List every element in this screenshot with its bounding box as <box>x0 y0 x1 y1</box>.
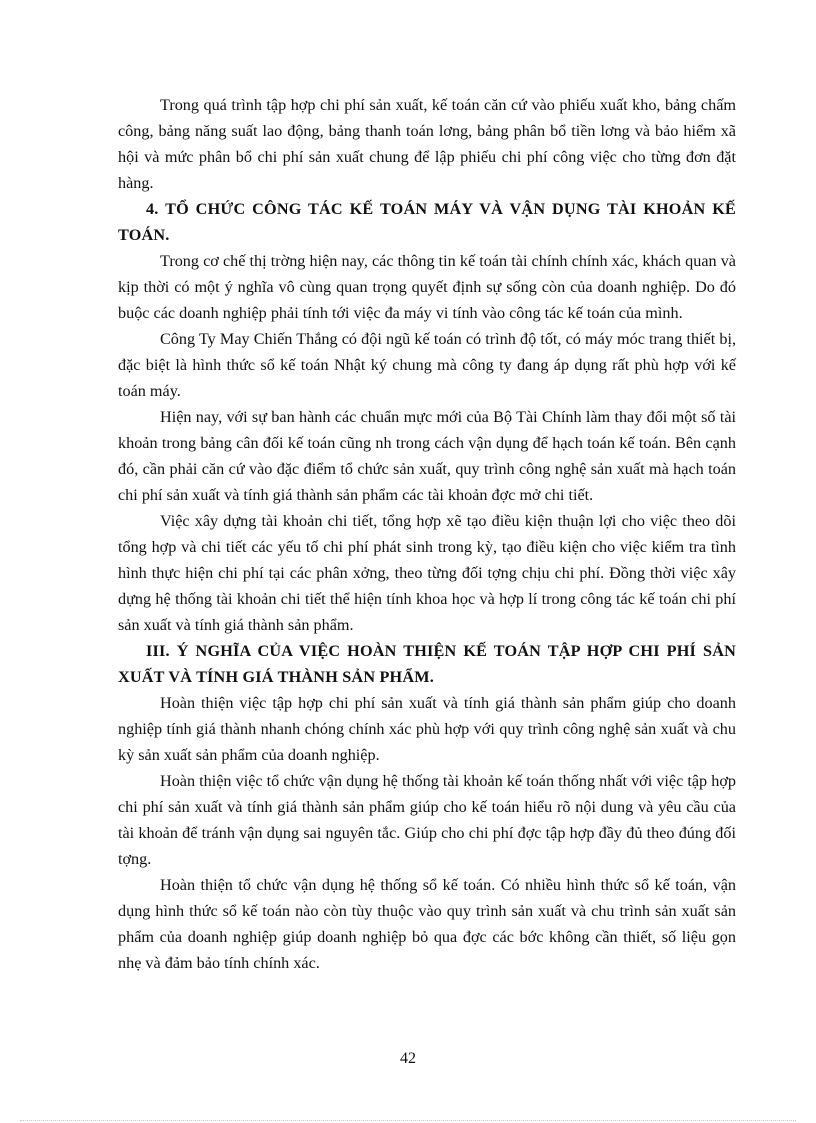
paragraph-cost-collection: Trong quá trình tập hợp chi phí sản xuất, kế toán căn cứ vào phiếu xuất kho, bảng chấm công, bảng năng suất lao động, bảng thanh toán lơng, bảng phân bổ tiền lơng và bảo hiểm xã hội và mức phân bổ chi phí sản xuất chung để lập phiếu chi phí công việc cho từng đơn đặt hàng. <box>118 96 736 192</box>
paragraph-detailed-accounts: Việc xây dựng tài khoản chi tiết, tổng hợp xẽ tạo điều kiện thuận lợi cho việc theo dõi tổng hợp và chi tiết các yếu tố chi phí phát sinh trong kỳ, tạo điều kiện cho việc kiểm tra tình hình thực hiện chi phí tại các phân xởng, theo từng đối tợng chịu chi phí. Đồng thời việc xây dựng hệ thống tài khoản chi tiết thể hiện tính khoa học và hợp lí trong công tác kế toán chi phí sản xuất và tính giá thành sản phẩm. <box>118 512 736 634</box>
section-heading-iii: III. Ý NGHĨA CỦA VIỆC HOÀN THIỆN KẾ TOÁN TẬP HỢP CHI PHÍ SẢN XUẤT VÀ TÍNH GIÁ THÀNH SẢN PHẨM. <box>118 642 736 686</box>
page-number: 42 <box>400 1050 416 1067</box>
paragraph-company-staff: Công Ty May Chiến Thắng có đội ngũ kế toán có trình độ tốt, có máy móc trang thiết bị, đặc biệt là hình thức sổ kế toán Nhật ký chung mà công ty đang áp dụng rất phù hợp với kế toán máy. <box>118 330 736 400</box>
paragraph-improve-ledger-system: Hoàn thiện tổ chức vận dụng hệ thống sổ kế toán. Có nhiều hình thức sổ kế toán, vận dụng hình thức sổ kế toán nào còn tùy thuộc vào quy trình sản xuất và chu trình sản xuất sản phẩm của doanh nghiệp giúp doanh nghiệp bỏ qua đợc các bớc không cần thiết, số liệu gọn nhẹ và đảm bảo tính chính xác. <box>118 876 736 972</box>
paragraph-improve-cost-collection: Hoàn thiện việc tập hợp chi phí sản xuất và tính giá thành sản phẩm giúp cho doanh nghiệp tính giá thành nhanh chóng chính xác phù hợp với quy trình công nghệ sản xuất và chu kỳ sản xuất sản phẩm của doanh nghiệp. <box>118 694 736 764</box>
page-bottom-divider <box>20 1120 796 1121</box>
paragraph-new-standards: Hiện nay, với sự ban hành các chuẩn mực mới của Bộ Tài Chính làm thay đổi một số tài khoản trong bảng cân đối kế toán cũng nh trong cách vận dụng để hạch toán kế toán. Bên cạnh đó, cần phải căn cứ vào đặc điểm tổ chức sản xuất, quy trình công nghệ sản xuất mà hạch toán chi phí sản xuất và tính giá thành sản phẩm các tài khoản đợc mở chi tiết. <box>118 408 736 504</box>
document-body <box>118 92 736 976</box>
paragraph-market-mechanism: Trong cơ chế thị trờng hiện nay, các thông tin kế toán tài chính chính xác, khách quan và kịp thời có một ý nghĩa vô cùng quan trọng quyết định sự sống còn của doanh nghiệp. Do đó buộc các doanh nghiệp phải tính tới việc đa máy vi tính vào công tác kế toán của mình. <box>118 252 736 322</box>
paragraph-improve-account-system: Hoàn thiện việc tổ chức vận dụng hệ thống tài khoản kế toán thống nhất với việc tập hợp chi phí sản xuất và tính giá thành sản phẩm giúp cho kế toán hiểu rõ nội dung và yêu cầu của tài khoản để tránh vận dụng sai nguyên tắc. Giúp cho chi phí đợc tập hợp đầy đủ theo đúng đối tợng. <box>118 772 736 868</box>
section-heading-4: 4. TỔ CHỨC CÔNG TÁC KẾ TOÁN MÁY VÀ VẬN DỤNG TÀI KHOẢN KẾ TOÁN. <box>118 200 736 244</box>
